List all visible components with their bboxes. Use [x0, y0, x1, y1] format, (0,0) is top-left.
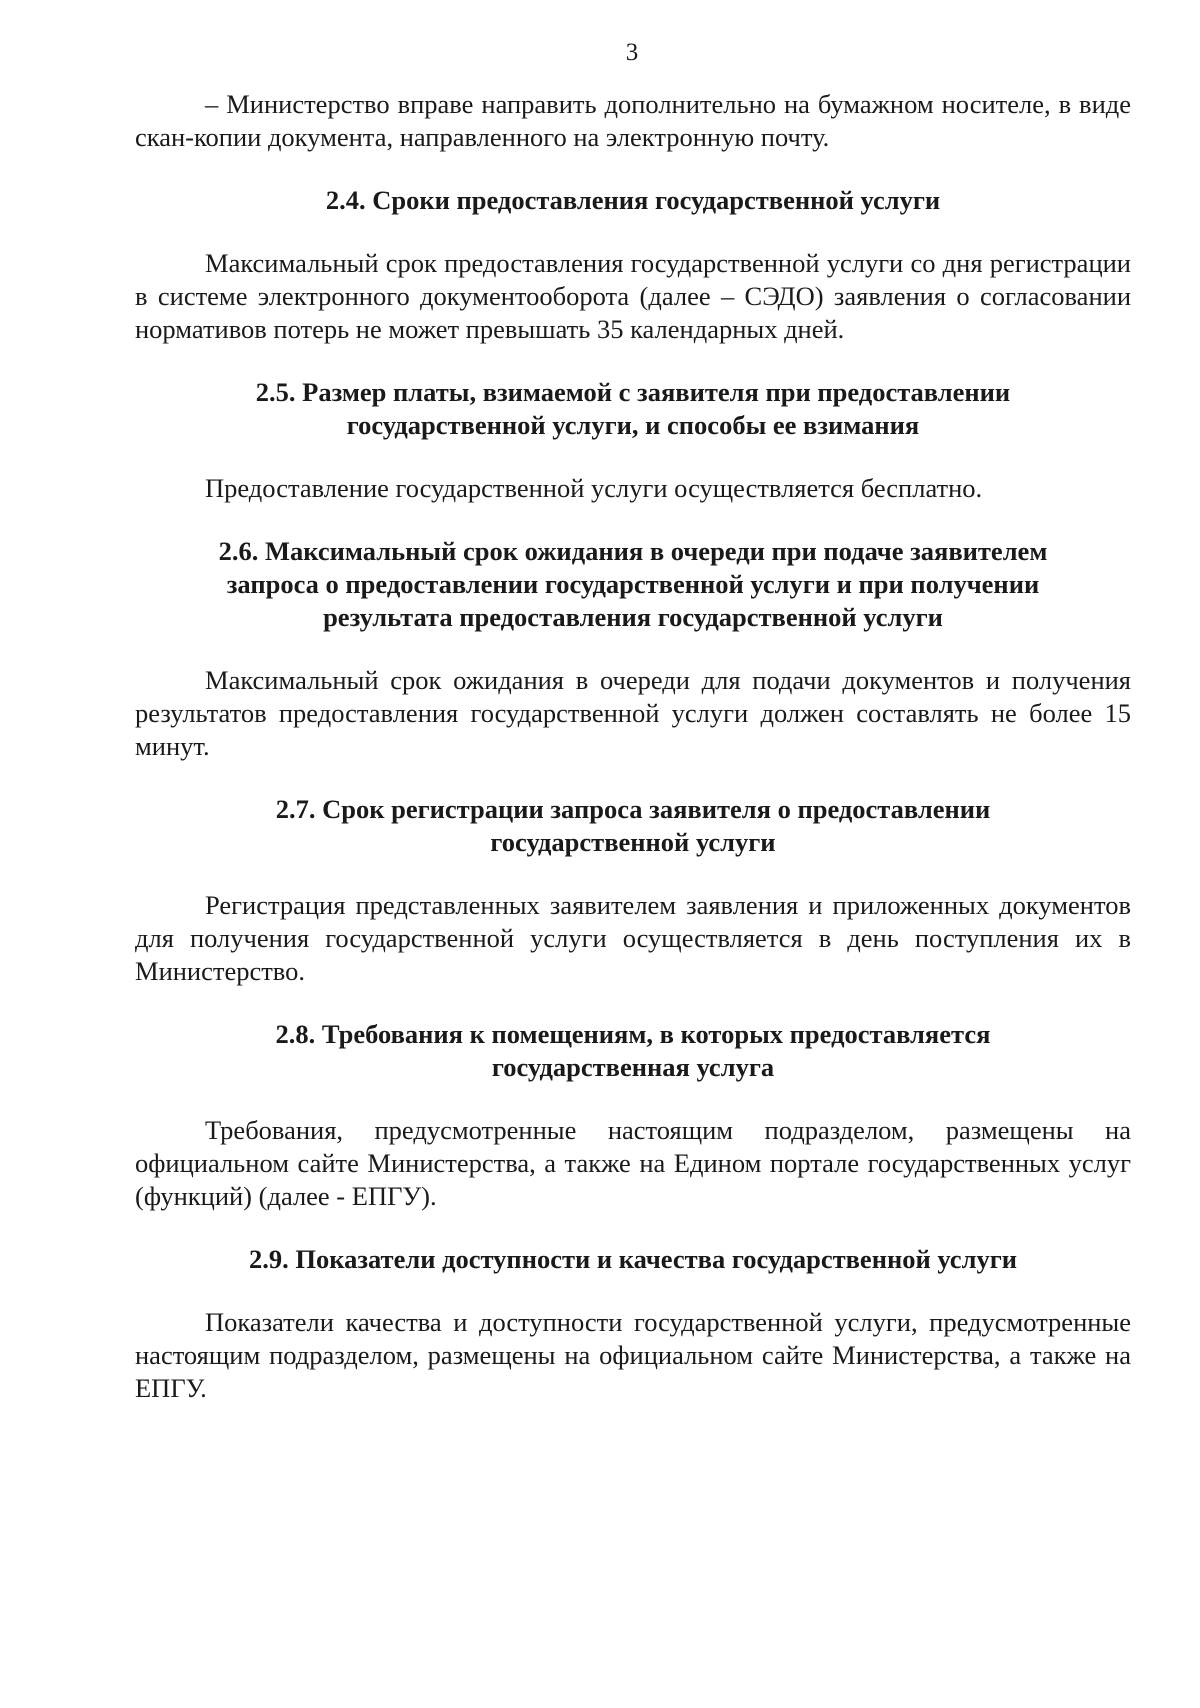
heading-line: 2.5. Размер платы, взимаемой с заявителя при предоставлении — [255, 377, 1011, 407]
section-body-2-4: Максимальный срок предоставления государственной услуги со дня регистрации в системе электронного документооборота (далее – СЭДО) заявления о согласовании нормативов потерь не может превышать 35 календарных дней. — [135, 248, 1131, 344]
page-number: 3 — [625, 39, 639, 66]
heading-line: 2.8. Требования к помещениям, в которых предоставляется — [275, 1019, 991, 1049]
section-heading-2-9 — [135, 1243, 1131, 1276]
heading-line: запроса о предоставлении государственной услуги и при получении — [226, 569, 1040, 599]
section-heading-2-6 — [135, 535, 1131, 634]
section-heading-2-7 — [135, 793, 1131, 859]
heading-line: результата предоставления государственной услуги — [323, 602, 943, 632]
section-heading-2-5 — [135, 376, 1131, 442]
heading-line: 2.9. Показатели доступности и качества государственной услуги — [248, 1244, 1017, 1274]
section-heading-2-4 — [135, 184, 1131, 217]
section-body-2-8: Требования, предусмотренные настоящим подразделом, размещены на официальном сайте Министерства, а также на Едином портале государственных услуг (функций) (далее - ЕПГУ). — [135, 1115, 1131, 1211]
document-content — [135, 88, 1131, 1405]
heading-line: государственной услуги, и способы ее взимания — [346, 410, 920, 440]
heading-line: 2.7. Срок регистрации запроса заявителя о предоставлении — [275, 794, 991, 824]
section-body-2-9: Показатели качества и доступности государственной услуги, предусмотренные настоящим подразделом, размещены на официальном сайте Министерства, а также на ЕПГУ. — [135, 1307, 1131, 1403]
heading-line: 2.4. Сроки предоставления государственной услуги — [325, 185, 941, 215]
heading-line: 2.6. Максимальный срок ожидания в очереди при подаче заявителем — [218, 536, 1048, 566]
section-body-2-7: Регистрация представленных заявителем заявления и приложенных документов для получения государственной услуги осуществляется в день поступления их в Министерство. — [135, 890, 1131, 986]
section-body-2-6: Максимальный срок ожидания в очереди для подачи документов и получения результатов предоставления государственной услуги должен составлять не более 15 минут. — [135, 665, 1131, 761]
section-heading-2-8 — [135, 1018, 1131, 1084]
section-body-2-5: Предоставление государственной услуги осуществляется бесплатно. — [205, 473, 983, 503]
intro-paragraph: – Министерство вправе направить дополнительно на бумажном носителе, в виде скан-копии документа, направленного на электронную почту. — [135, 89, 1131, 152]
heading-line: государственной услуги — [490, 827, 776, 857]
heading-line: государственная услуга — [491, 1052, 775, 1082]
